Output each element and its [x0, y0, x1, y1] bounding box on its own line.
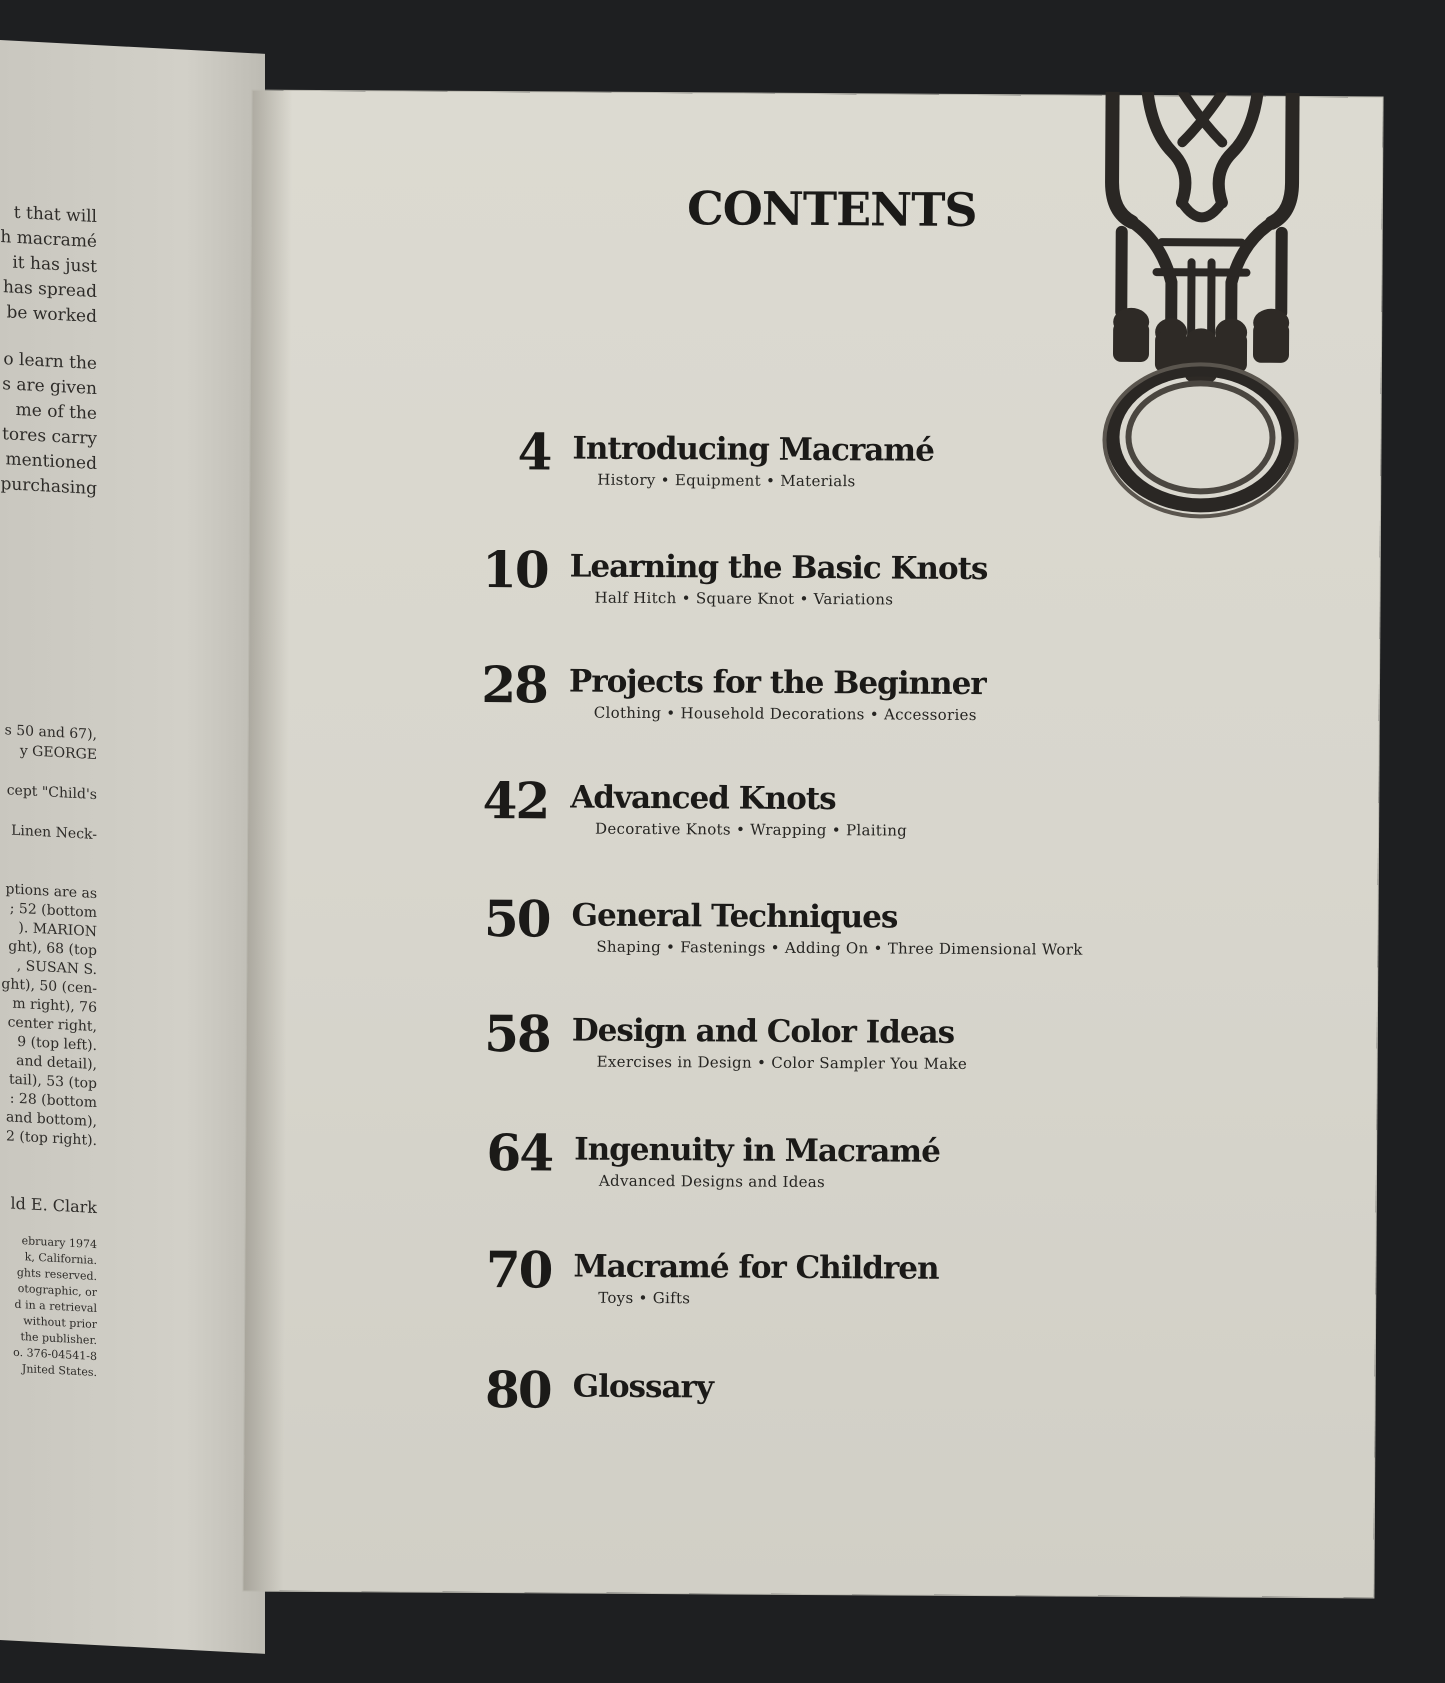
page-title: CONTENTS: [686, 181, 977, 237]
macrame-knot-ring-illustration-icon: [1090, 92, 1323, 533]
entry-title: Projects for the Beginner: [568, 663, 986, 703]
text-line: ghts reserved.: [16, 1265, 97, 1284]
left-page: [0, 40, 265, 1654]
text-line: otographic, or: [17, 1281, 97, 1300]
text-line: purchasing: [0, 474, 97, 500]
text-line: and bottom),: [5, 1109, 97, 1131]
text-line: ebruary 1974: [21, 1234, 97, 1252]
text-line: o. 376-04541-8: [13, 1345, 97, 1364]
author-name: ld E. Clark: [10, 1193, 97, 1218]
entry-subtitle: History • Equipment • Materials: [597, 470, 856, 491]
text-line: Jnited States.: [21, 1362, 97, 1380]
text-line: and detail),: [16, 1052, 97, 1074]
entry-title: Design and Color Ideas: [571, 1012, 955, 1051]
text-line: without prior: [23, 1314, 97, 1332]
entry-page-number: 42: [482, 770, 549, 831]
left-credits-2: [0, 875, 97, 1151]
text-line: s 50 and 67),: [4, 722, 97, 744]
entry-title: Glossary: [572, 1368, 714, 1406]
entry-page-number: 80: [484, 1360, 551, 1420]
text-line: o learn the: [3, 349, 97, 375]
entry-page-number: 10: [481, 539, 548, 600]
entry-subtitle: Shaping • Fastenings • Adding On • Three Dimensional Work: [596, 937, 1083, 959]
left-paragraph-1: [0, 195, 97, 502]
text-line: k, California.: [24, 1250, 97, 1268]
text-line: tail), 53 (top: [8, 1071, 97, 1093]
text-line: d in a retrieval: [14, 1297, 97, 1316]
entry-title: Advanced Knots: [570, 779, 836, 818]
text-line: tores carry: [2, 424, 97, 450]
entry-title: Ingenuity in Macramé: [574, 1131, 940, 1170]
text-line: cept "Child's: [6, 782, 97, 804]
entry-title: Macramé for Children: [573, 1248, 939, 1287]
entry-subtitle: Advanced Designs and Ideas: [598, 1171, 826, 1192]
left-author: [0, 1185, 97, 1220]
text-line: t that will: [13, 202, 97, 228]
text-line: mentioned: [5, 449, 97, 475]
text-line: ). MARION: [18, 919, 97, 941]
entry-page-number: 4: [517, 422, 551, 482]
left-credits-1: [0, 715, 97, 845]
text-line: 2 (top right).: [6, 1128, 97, 1150]
text-line: y GEORGE: [19, 743, 97, 764]
left-copyright: [0, 1227, 97, 1381]
entry-subtitle: Exercises in Design • Color Sampler You Make: [596, 1052, 968, 1073]
entry-page-number: 50: [483, 888, 550, 949]
text-line: it has just: [12, 252, 97, 278]
entry-title: Learning the Basic Knots: [569, 548, 988, 588]
entry-subtitle: Toys • Gifts: [598, 1288, 691, 1308]
entry-subtitle: Decorative Knots • Wrapping • Plaiting: [595, 819, 908, 840]
entry-subtitle: Half Hitch • Square Knot • Variations: [594, 588, 894, 609]
entry-title: Introducing Macramé: [572, 430, 934, 469]
text-line: has spread: [2, 277, 97, 303]
text-line: the publisher.: [20, 1330, 97, 1348]
text-line: ght), 68 (top: [8, 938, 97, 960]
text-line: ptions are as: [5, 881, 97, 903]
entry-page-number: 28: [481, 654, 548, 715]
text-line: h macramé: [0, 227, 97, 253]
text-line: 9 (top left).: [17, 1033, 97, 1055]
text-line: center right,: [7, 1014, 97, 1036]
gutter-shadow: [243, 91, 292, 1591]
text-line: Linen Neck-: [11, 822, 97, 844]
entry-title: General Techniques: [571, 897, 898, 936]
text-line: , SUSAN S.: [16, 957, 97, 979]
entry-page-number: 70: [485, 1240, 552, 1300]
text-line: s are given: [2, 374, 97, 400]
text-line: ; 52 (bottom: [9, 900, 97, 922]
entry-subtitle: Clothing • Household Decorations • Accessories: [593, 703, 977, 724]
text-line: : 28 (bottom: [9, 1090, 97, 1112]
entry-page-number: 58: [484, 1003, 551, 1064]
text-line: m right), 76: [12, 995, 97, 1017]
entry-page-number: 64: [486, 1123, 553, 1183]
text-line: ght), 50 (cen-: [1, 976, 97, 998]
right-page: [243, 91, 1382, 1598]
text-line: me of the: [15, 399, 97, 425]
text-line: be worked: [6, 302, 97, 328]
